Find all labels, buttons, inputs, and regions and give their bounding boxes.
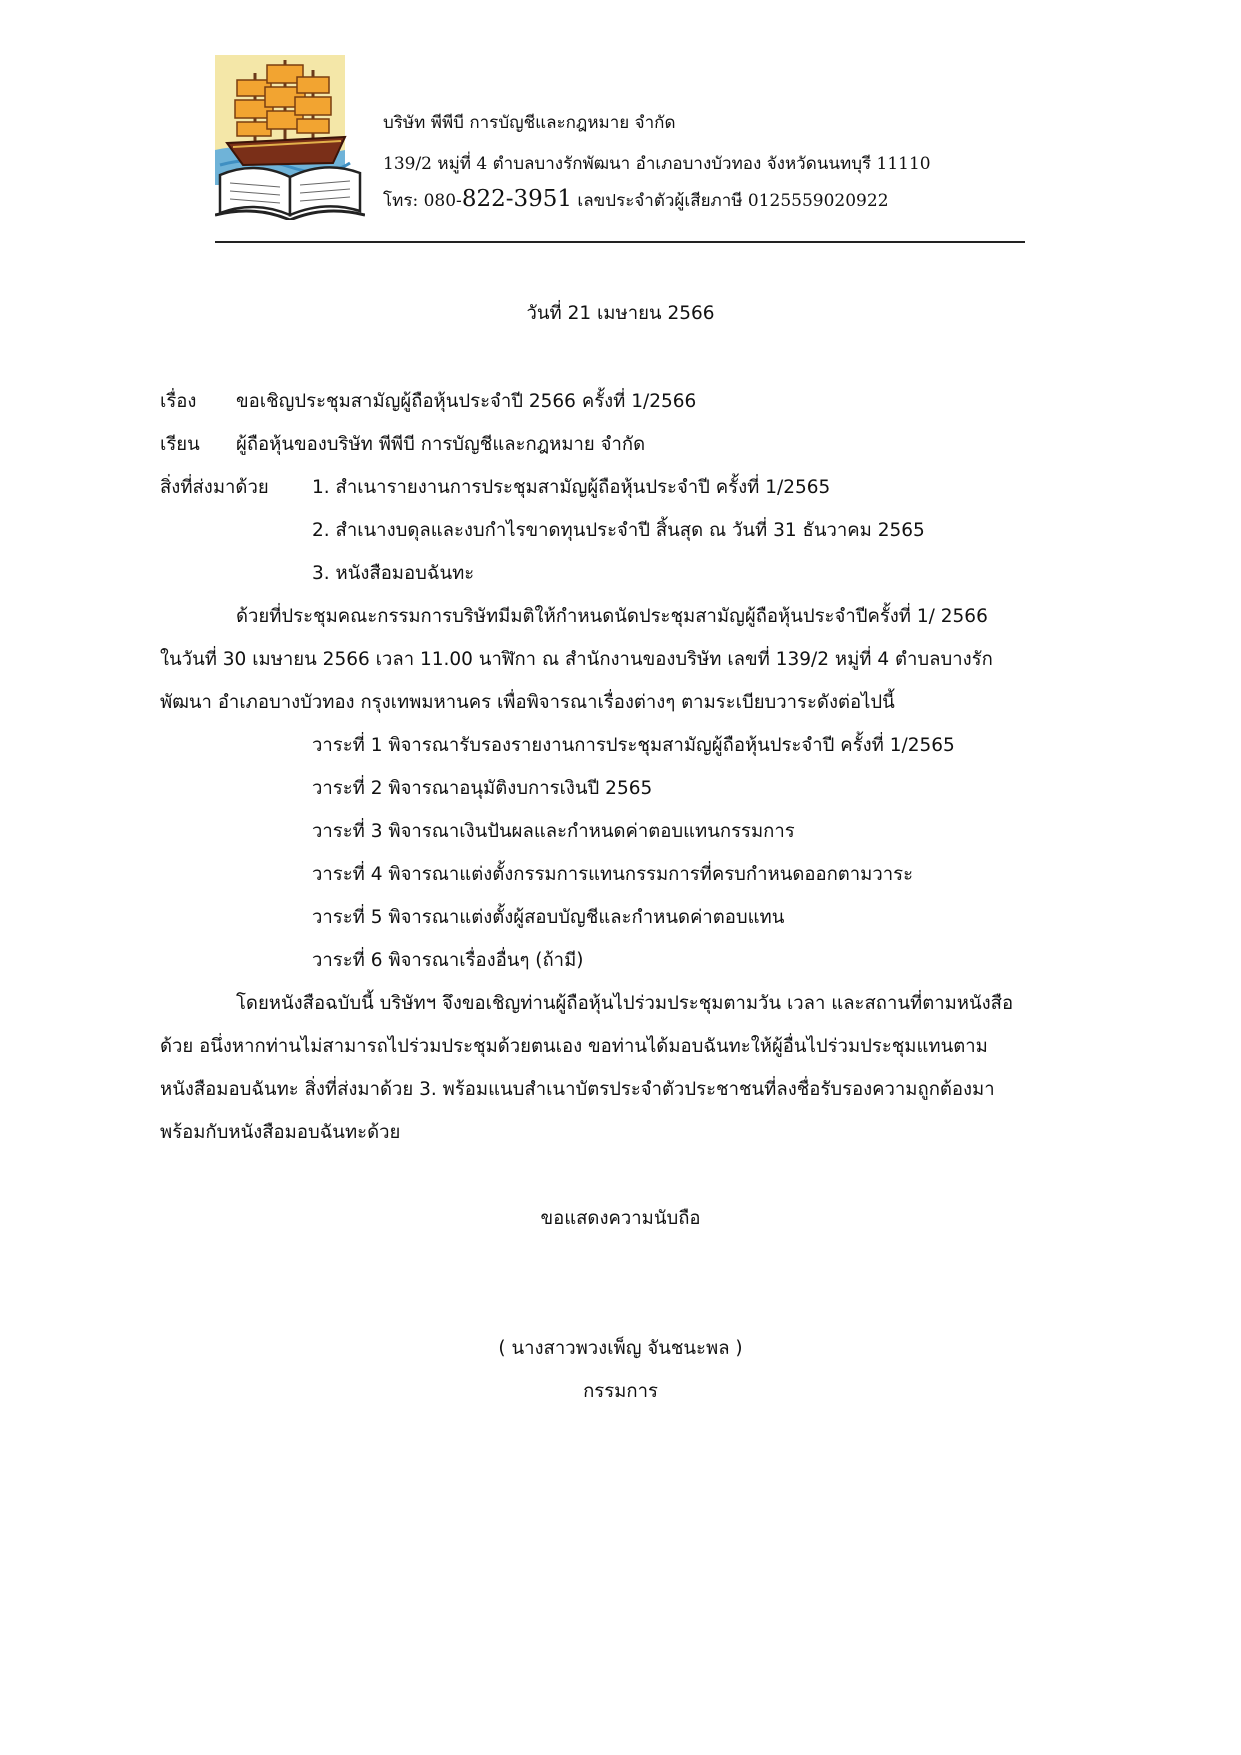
company-contact [383, 186, 889, 214]
letter-date: วันที่ 21 เมษายน 2566 [526, 303, 715, 324]
paragraph-line: ด้วยที่ประชุมคณะกรรมการบริษัทมีมติให้กำหนดนัดประชุมสามัญผู้ถือหุ้นประจำปีครั้งที่ 1/ 2566 [236, 606, 988, 627]
company-name: บริษัท พีพีบี การบัญชีและกฎหมาย จำกัด [383, 113, 676, 133]
recipient-label: เรียน [160, 434, 200, 455]
paragraph-line: พร้อมกับหนังสือมอบฉันทะด้วย [160, 1122, 401, 1143]
subject-label: เรื่อง [160, 391, 197, 412]
enclosures-label: สิ่งที่ส่งมาด้วย [160, 477, 269, 498]
agenda-item: วาระที่ 4 พิจารณาแต่งตั้งกรรมการแทนกรรมการที่ครบกำหนดออกตามวาระ [312, 864, 914, 885]
agenda-item: วาระที่ 2 พิจารณาอนุมัติงบการเงินปี 2565 [312, 778, 653, 799]
paragraph-line: พัฒนา อำเภอบางบัวทอง กรุงเทพมหานคร เพื่อพิจารณาเรื่องต่างๆ ตามระเบียบวาระดังต่อไปนี้ [160, 692, 895, 713]
agenda-item: วาระที่ 5 พิจารณาแต่งตั้งผู้สอบบัญชีและกำหนดค่าตอบแทน [312, 907, 785, 928]
phone-prefix: 080- [423, 191, 462, 211]
paragraph-line: โดยหนังสือฉบับนี้ บริษัทฯ จึงขอเชิญท่านผู้ถือหุ้นไปร่วมประชุมตามวัน เวลา และสถานที่ตามหนังสือ [236, 993, 1014, 1014]
subject-text: ขอเชิญประชุมสามัญผู้ถือหุ้นประจำปี 2566 ครั้งที่ 1/2566 [236, 391, 697, 412]
header-divider [215, 241, 1025, 243]
paragraph-line: ด้วย อนึ่งหากท่านไม่สามารถไปร่วมประชุมด้วยตนเอง ขอท่านได้มอบฉันทะให้ผู้อื่นไปร่วมประชุมแทนตาม [160, 1036, 988, 1057]
phone-number: 822-3951 [461, 186, 573, 212]
agenda-item: วาระที่ 3 พิจารณาเงินปันผลและกำหนดค่าตอบแทนกรรมการ [312, 821, 795, 842]
enclosure-item: 3. หนังสือมอบฉันทะ [312, 563, 475, 584]
phone-label: โทร: [383, 191, 424, 211]
paragraph-line: ในวันที่ 30 เมษายน 2566 เวลา 11.00 นาฬิกา ณ สำนักงานของบริษัท เลขที่ 139/2 หมู่ที่ 4 ตำบลบางรัก [160, 649, 993, 670]
enclosure-item: 2. สำเนางบดุลและงบกำไรขาดทุนประจำปี สิ้นสุด ณ วันที่ 31 ธันวาคม 2565 [312, 520, 925, 541]
enclosure-item: 1. สำเนารายงานการประชุมสามัญผู้ถือหุ้นประจำปี ครั้งที่ 1/2565 [312, 477, 831, 498]
closing: ขอแสดงความนับถือ [540, 1208, 701, 1229]
agenda-item: วาระที่ 1 พิจารณารับรองรายงานการประชุมสามัญผู้ถือหุ้นประจำปี ครั้งที่ 1/2565 [312, 735, 955, 756]
tax-id: เลขประจำตัวผู้เสียภาษี 0125559020922 [572, 191, 889, 211]
company-logo [215, 55, 365, 220]
signatory-title: กรรมการ [583, 1381, 658, 1402]
signatory-name: ( นางสาวพวงเพ็ญ จันชนะพล ) [498, 1338, 743, 1359]
recipient-text: ผู้ถือหุ้นของบริษัท พีพีบี การบัญชีและกฎหมาย จำกัด [236, 434, 646, 455]
paragraph-line: หนังสือมอบฉันทะ สิ่งที่ส่งมาด้วย 3. พร้อมแนบสำเนาบัตรประจำตัวประชาชนที่ลงชื่อรับรองความถูกต้องมา [160, 1079, 995, 1100]
agenda-item: วาระที่ 6 พิจารณาเรื่องอื่นๆ (ถ้ามี) [312, 950, 584, 971]
company-address: 139/2 หมู่ที่ 4 ตำบลบางรักพัฒนา อำเภอบางบัวทอง จังหวัดนนทบุรี 11110 [383, 154, 931, 174]
